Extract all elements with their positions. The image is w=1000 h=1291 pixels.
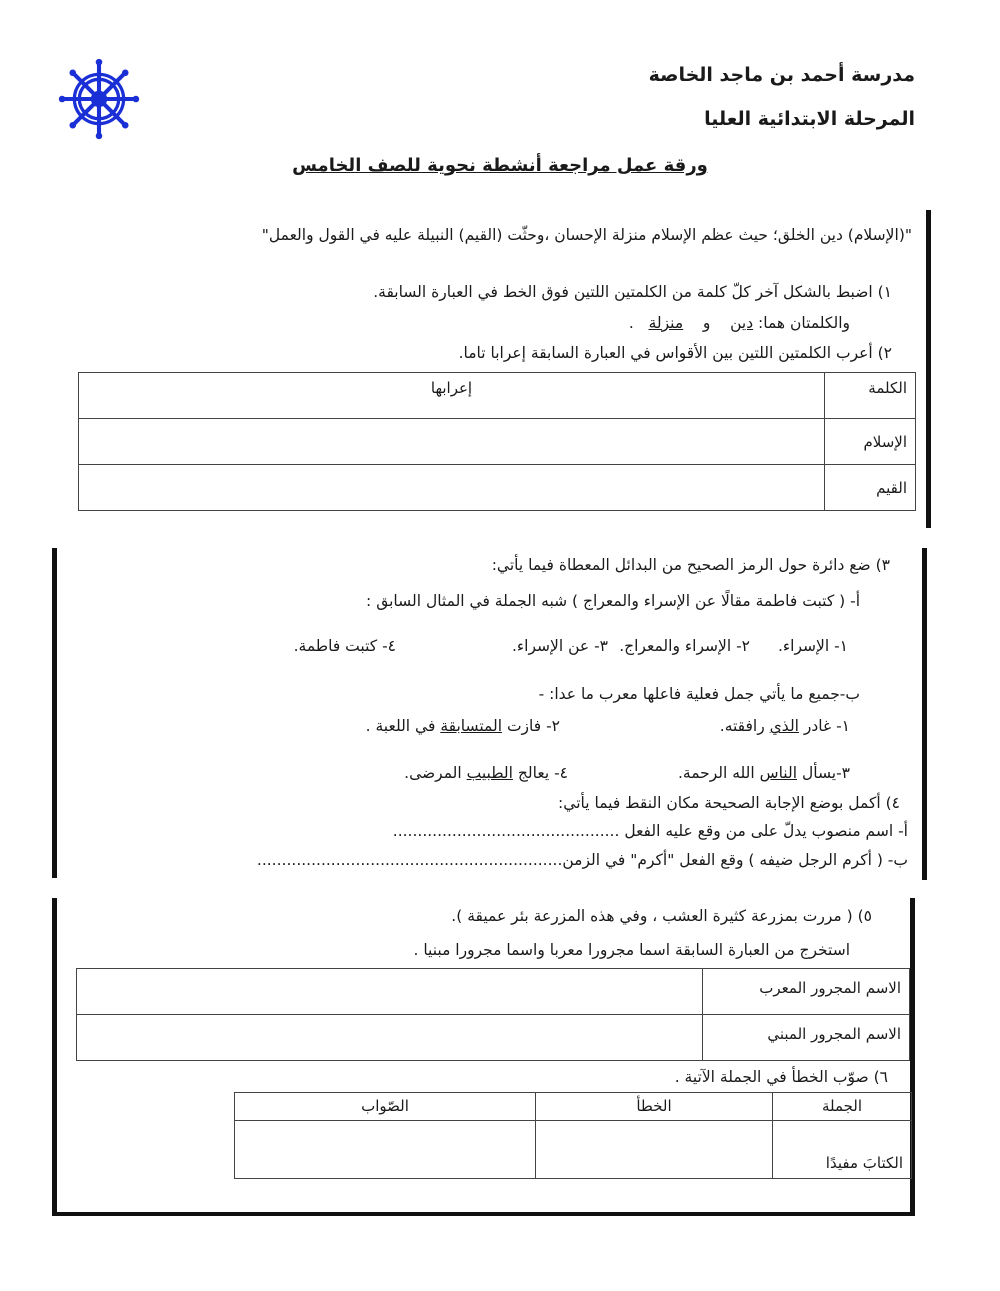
row-label-indeclinable: الاسم المجرور المبني	[703, 1015, 910, 1061]
sentence-cell: الكتابَ مفيدًا	[773, 1121, 912, 1179]
question-4b[interactable]: ب- ( أكرم الرجل ضيفه ) وقع الفعل "أكرم" في الزمن..............................................................	[256, 851, 908, 869]
school-logo-ship-wheel-icon	[58, 58, 140, 140]
correction-table	[234, 1092, 912, 1179]
option-3a-1[interactable]: ١- الإسراء.	[777, 637, 848, 655]
header-error: الخطأ	[536, 1093, 773, 1121]
question-3: ٣) ضع دائرة حول الرمز الصحيح من البدائل المعطاة فيما يأتي:	[491, 556, 890, 574]
question-1: ١) اضبط بالشكل آخر كلّ كلمة من الكلمتين اللتين فوق الخط في العبارة السابقة.	[373, 283, 892, 301]
worksheet-title: ورقة عمل مراجعة أنشطة نحوية للصف الخامس	[292, 155, 708, 176]
correct-answer-cell[interactable]	[235, 1121, 536, 1179]
question-6: ٦) صوّب الخطأ في الجملة الآتية .	[674, 1068, 888, 1086]
question-4a[interactable]: أ- اسم منصوب يدلّ على من وقع عليه الفعل ..............................................	[392, 822, 908, 840]
question-1-words: والكلمتان هما: دين و منزلة .	[628, 314, 850, 332]
error-answer-cell[interactable]	[536, 1121, 773, 1179]
option-3a-2[interactable]: ٢- الإسراء والمعراج.	[619, 637, 750, 655]
option-3b-2[interactable]: ٢- فازت المتسابقة في اللعبة .	[365, 717, 560, 735]
table-header-word: الكلمة	[825, 373, 916, 419]
answer-cell-indeclinable[interactable]	[77, 1015, 703, 1061]
table-row-word: الإسلام	[825, 419, 916, 465]
question-2: ٢) أعرب الكلمتين اللتين بين الأقواس في العبارة السابقة إعرابا تاما.	[458, 344, 892, 362]
parsing-table	[78, 372, 916, 511]
section1-right-border	[926, 210, 931, 528]
option-3a-3[interactable]: ٣- عن الإسراء.	[511, 637, 608, 655]
section3-bottom-border	[52, 1212, 915, 1216]
option-3b-4[interactable]: ٤- يعالج الطبيب المرضى.	[404, 764, 568, 782]
answer-cell-values[interactable]	[79, 465, 825, 511]
option-3a-4[interactable]: ٤- كتبت فاطمة.	[293, 637, 396, 655]
quote-sentence: "(الإسلام) دين الخلق؛ حيث عظم الإسلام منزلة الإحسان ،وحثّت (القيم) النبيلة عليه في القول والعمل"	[261, 226, 912, 244]
section2-left-border	[52, 548, 57, 878]
question-5: ٥) ( مررت بمزرعة كثيرة العشب ، وفي هذه المزرعة بئر عميقة ).	[451, 907, 872, 925]
school-name: مدرسة أحمد بن ماجد الخاصة	[648, 64, 915, 86]
header-correct: الصّواب	[235, 1093, 536, 1121]
option-3b-1[interactable]: ١- غادر الذي رافقته.	[719, 717, 850, 735]
answer-cell-islam[interactable]	[79, 419, 825, 465]
answer-cell-declinable[interactable]	[77, 969, 703, 1015]
question-4: ٤) أكمل بوضع الإجابة الصحيحة مكان النقط فيما يأتي:	[558, 794, 900, 812]
table-row-word: القيم	[825, 465, 916, 511]
section2-right-border	[922, 548, 927, 880]
row-label-declinable: الاسم المجرور المعرب	[703, 969, 910, 1015]
option-3b-3[interactable]: ٣-يسأل الناس الله الرحمة.	[677, 764, 850, 782]
question-5-instruction: استخرج من العبارة السابقة اسما مجرورا معربا واسما مجرورا مبنيا .	[413, 941, 850, 959]
header-sentence: الجملة	[773, 1093, 912, 1121]
genitive-table	[76, 968, 910, 1061]
section3-left-border	[52, 898, 57, 1214]
table-header-parse: إعرابها	[79, 373, 825, 419]
school-stage: المرحلة الابتدائية العليا	[704, 108, 915, 130]
question-3b-stem: ب-جميع ما يأتي جمل فعلية فاعلها معرب ما عدا: -	[538, 685, 860, 703]
question-3a-stem: أ- ( كتبت فاطمة مقالًا عن الإسراء والمعراج ) شبه الجملة في المثال السابق :	[366, 592, 860, 610]
